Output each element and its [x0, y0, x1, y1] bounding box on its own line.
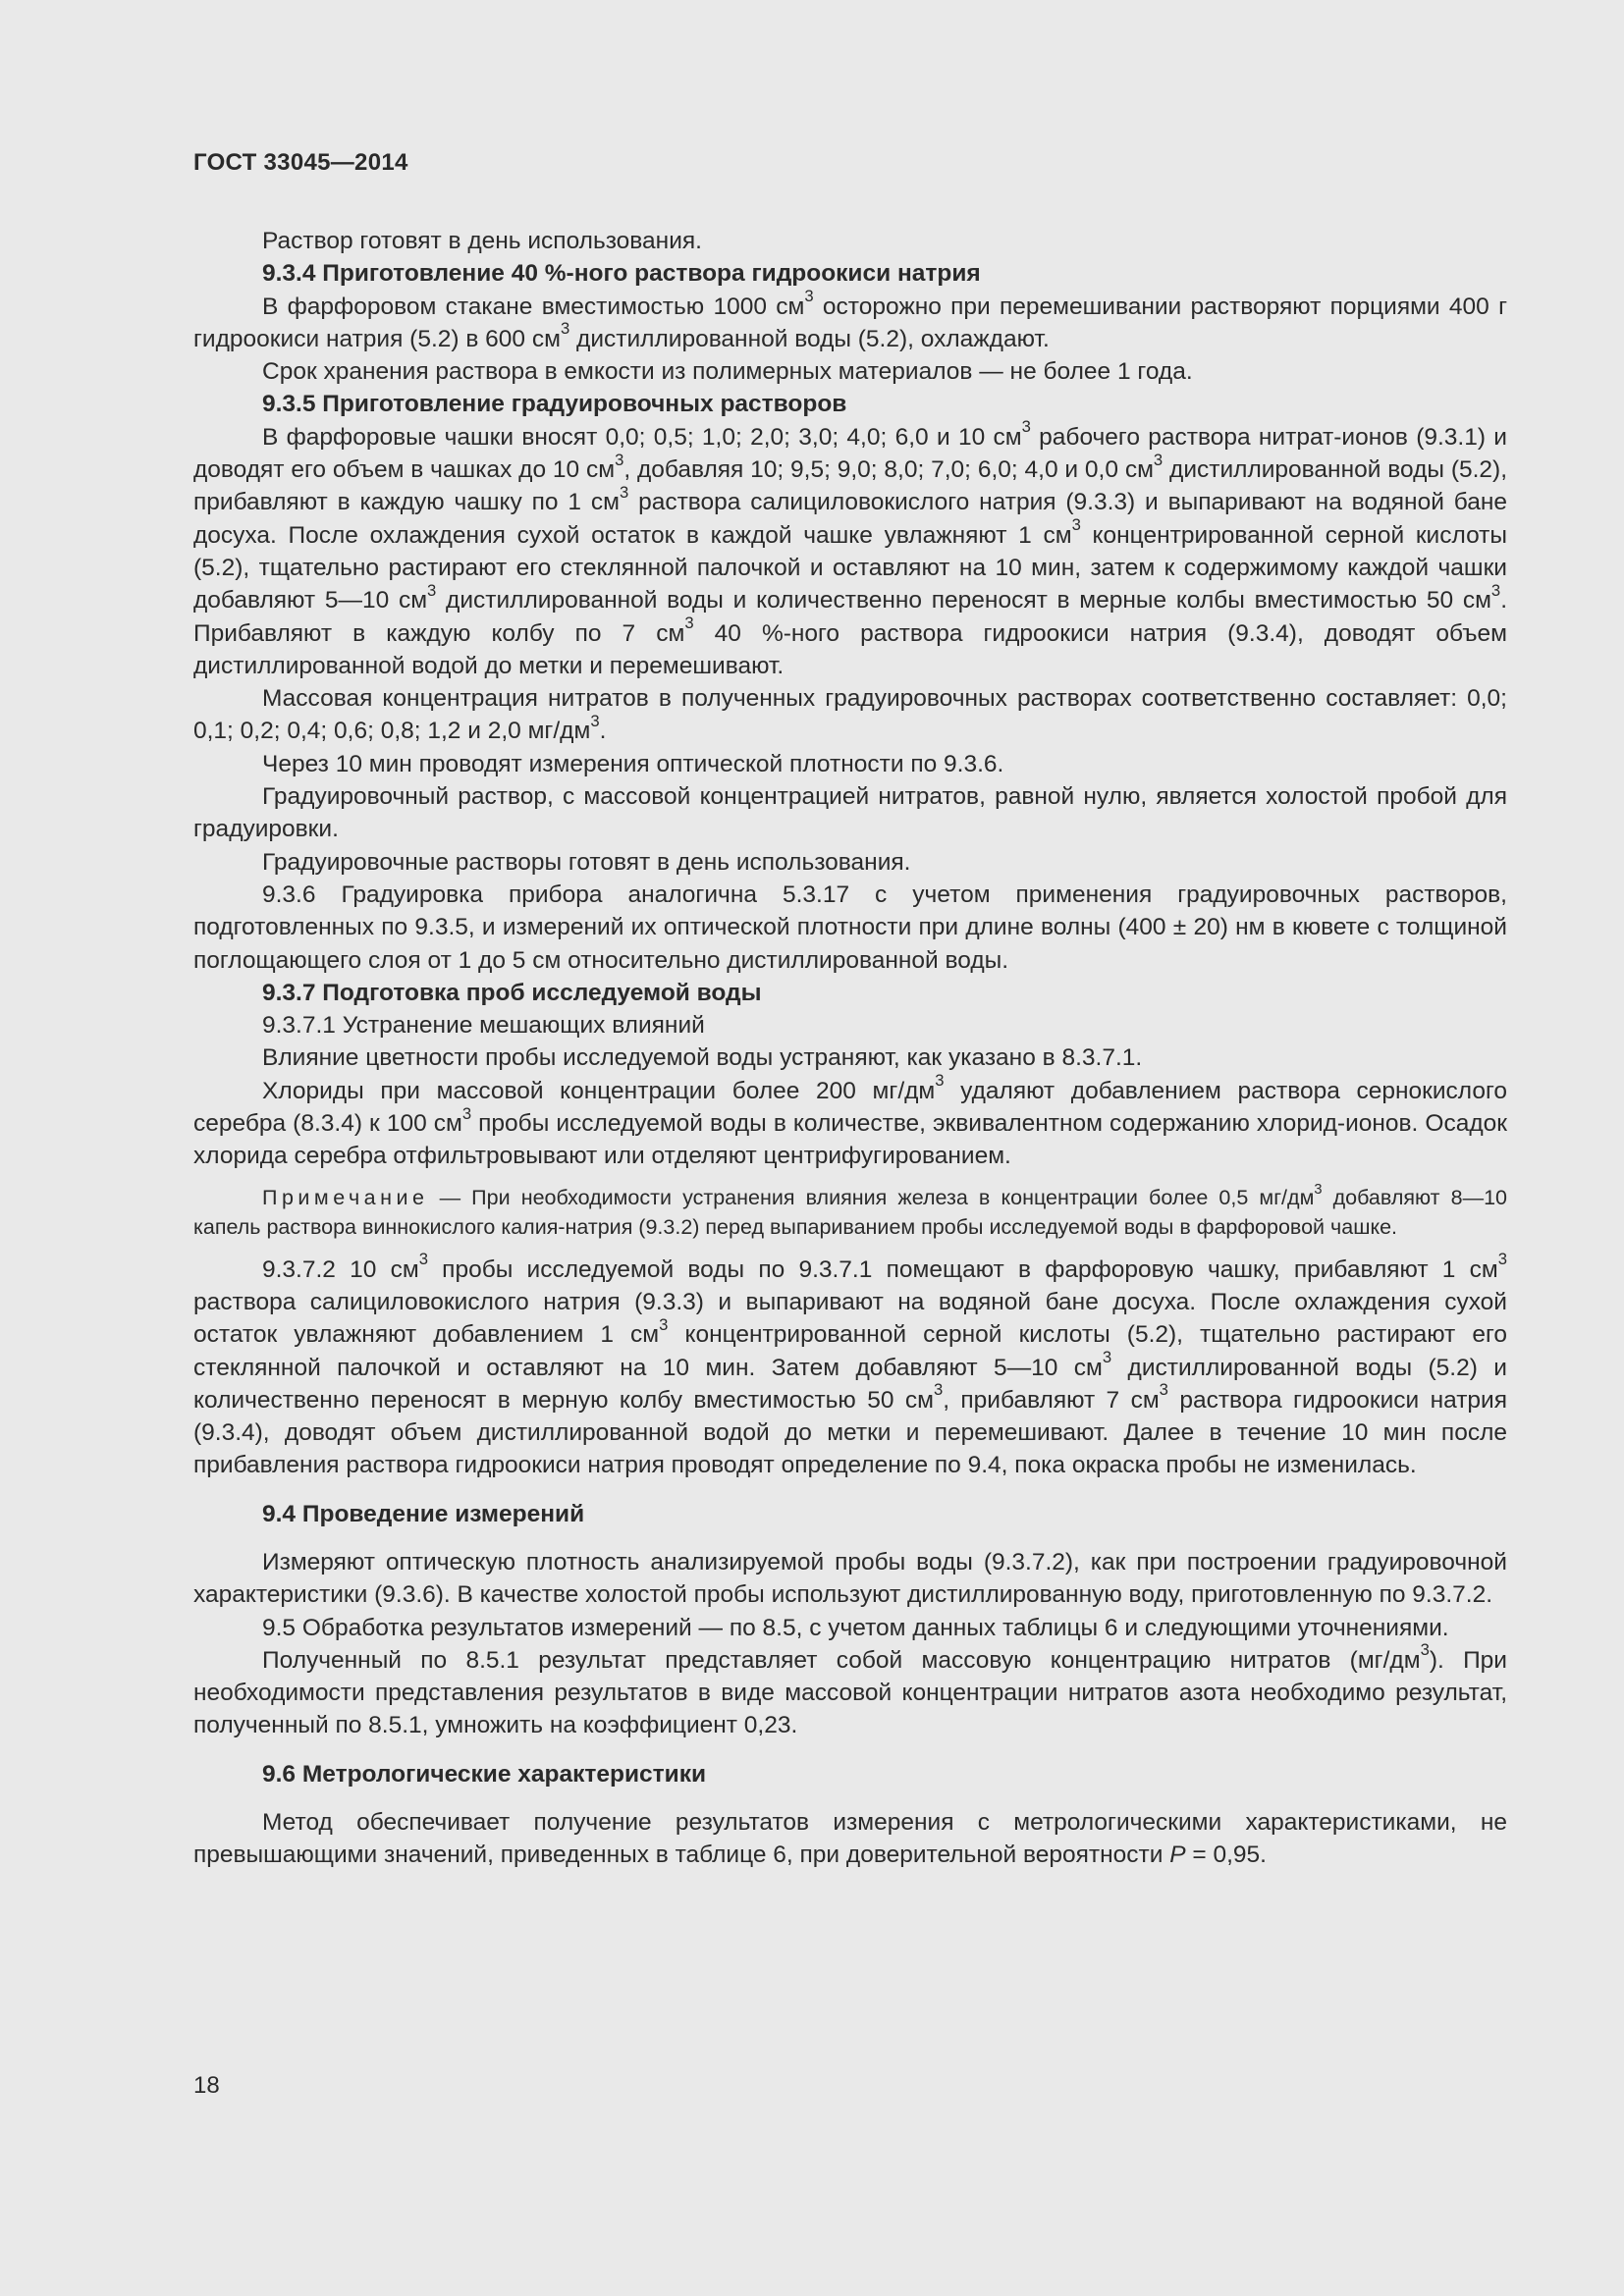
text-run: раствора гидроокиси натрия (9.3.4), доводят объем дистиллированной водой до метки и перемешивают. Далее в течение 10 мин после прибавления раствора гидроокиси натрия проводят определение по 9.4, пока окраска пробы не изменилась.: [193, 1386, 1508, 1479]
text-run: Градуировочный раствор, с массовой концентрацией нитратов, равной нулю, является холостой пробой для градуировки.: [193, 783, 1507, 843]
text-run: Влияние цветности пробы исследуемой воды устраняют, как указано в 8.3.7.1.: [262, 1044, 1143, 1072]
text-run: .: [599, 718, 607, 745]
note: [193, 1183, 1507, 1242]
superscript: 3: [1153, 450, 1164, 469]
superscript: 3: [1102, 1348, 1112, 1367]
paragraph: [193, 1071, 1507, 1173]
paragraph: [193, 1009, 1507, 1041]
text-run: дистиллированной воды (5.2), охлаждают.: [569, 325, 1050, 352]
section-heading: [193, 388, 1507, 420]
paragraph: [193, 846, 1507, 879]
section-heading: [193, 257, 1507, 290]
italic-symbol: P: [1169, 1842, 1186, 1869]
text-run: 9.3.6 Градуировка прибора аналогична 5.3.17 с учетом применения градуировочных растворов, подготовленных по 9.3.5, и измерений их оптической плотности при длине волны (400 ± 20) нм в кювете с толщиной поглощающего слоя от 1 до 5 см относительно дистиллированной воды.: [193, 881, 1507, 974]
text-run: Массовая концентрация нитратов в полученных градуировочных растворах соответственно составляет: 0,0; 0,1; 0,2; 0,4; 0,6; 0,8; 1,2 и 2,0 мг/дм: [193, 685, 1507, 745]
document-body: [193, 225, 1507, 1872]
text-run: 9.3.7.2 10 см: [262, 1255, 419, 1283]
paragraph: [193, 1612, 1507, 1644]
paragraph: [193, 1546, 1507, 1612]
text-run: Хлориды при массовой концентрации более 200 мг/дм: [262, 1077, 936, 1104]
superscript: 3: [933, 1380, 944, 1400]
paragraph: [193, 682, 1507, 748]
text-run: 9.3.5 Приготовление градуировочных растворов: [262, 391, 847, 418]
paragraph: [193, 355, 1507, 388]
superscript: 3: [590, 711, 600, 730]
superscript: 3: [619, 482, 629, 502]
paragraph: [193, 287, 1507, 356]
superscript: 3: [659, 1314, 669, 1334]
text-run: концентрированной серной кислоты (5.2), тщательно растирают его стеклянной палочкой и оставляют на 10 мин. Затем добавляют 5—10 см: [193, 1321, 1507, 1381]
superscript: 3: [1314, 1181, 1323, 1198]
text-run: дистиллированной воды и количественно переносят в мерные колбы вместимостью 50 см: [436, 587, 1491, 614]
text-run: Через 10 мин проводят измерения оптической плотности по 9.3.6.: [262, 750, 1004, 777]
superscript: 3: [427, 580, 437, 600]
superscript: 3: [1490, 580, 1501, 600]
paragraph: [193, 748, 1507, 780]
text-run: 9.3.7 Подготовка проб исследуемой воды: [262, 979, 762, 1006]
text-run: 9.4 Проведение измерений: [262, 1500, 585, 1527]
superscript: 3: [935, 1071, 945, 1091]
text-run: . Прибавляют в каждую колбу по 7 см: [193, 587, 1507, 647]
text-run: ). При необходимости представления результатов в виде массовой концентрации нитратов азота необходимо результат, полученный по 8.5.1, умножить на коэффициент 0,23.: [193, 1646, 1507, 1739]
text-run: удаляют добавлением раствора сернокислого серебра (8.3.4) к 100 см: [193, 1077, 1507, 1138]
text-run: добавляют 8—10 капель раствора виннокислого калия-натрия (9.3.2) перед выпариванием пробы исследуемой воды в фарфоровой чашке.: [193, 1185, 1507, 1239]
text-run: 9.5 Обработка результатов измерений — по 8.5, с учетом данных таблицы 6 и следующими уточнениями.: [262, 1614, 1449, 1641]
text-run: дистиллированной воды (5.2) и количественно переносят в мерную колбу вместимостью 50 см: [193, 1354, 1507, 1414]
section-heading: [193, 1498, 1507, 1530]
text-run: осторожно при перемешивании растворяют порциями 400 г гидроокиси натрия (5.2) в 600 см: [193, 293, 1507, 352]
text-run: Срок хранения раствора в емкости из полимерных материалов — не более 1 года.: [262, 358, 1193, 386]
superscript: 3: [1420, 1640, 1430, 1660]
superscript: 3: [1021, 417, 1031, 437]
paragraph: [193, 1806, 1507, 1872]
superscript: 3: [615, 450, 624, 469]
superscript: 3: [1159, 1380, 1168, 1400]
superscript: 3: [1497, 1250, 1507, 1269]
paragraph: [193, 879, 1507, 977]
paragraph: [193, 225, 1507, 257]
text-run: 9.6 Метрологические характеристики: [262, 1760, 707, 1788]
paragraph: [193, 1041, 1507, 1074]
note-label: Примечание: [262, 1185, 429, 1209]
page-number: 18: [193, 2072, 220, 2099]
text-run: 40 %-ного раствора гидроокиси натрия (9.3.4), доводят объем дистиллированной водой до метки и перемешивают.: [193, 619, 1508, 679]
superscript: 3: [804, 287, 814, 306]
text-run: , добавляя 10; 9,5; 9,0; 8,0; 7,0; 6,0; 4,0 и 0,0 см: [623, 456, 1154, 484]
text-run: , прибавляют 7 см: [943, 1386, 1160, 1414]
paragraph: [193, 417, 1508, 682]
text-run: — При необходимости устранения влияния железа в концентрации более 0,5 мг/дм: [428, 1185, 1315, 1209]
paragraph: [193, 1640, 1507, 1742]
paragraph: [193, 1250, 1508, 1482]
superscript: 3: [560, 319, 570, 339]
superscript: 3: [1071, 515, 1081, 535]
superscript: 3: [684, 614, 694, 633]
text-run: Полученный по 8.5.1 результат представляет собой массовую концентрацию нитратов (мг/дм: [262, 1646, 1421, 1674]
section-heading: [193, 1758, 1507, 1790]
text-run: Метод обеспечивает получение результатов измерения с метрологическими характеристиками, не превышающими значений, приведенных в таблице 6, при доверительной вероятности: [193, 1809, 1507, 1869]
text-run: В фарфоровые чашки вносят 0,0; 0,5; 1,0; 2,0; 3,0; 4,0; 6,0 и 10 см: [262, 423, 1022, 451]
text-run: раствора салициловокислого натрия (9.3.3) и выпаривают на водяной бане досуха. После охлаждения сухой остаток в каждой чашке увлажняют 1 см: [193, 489, 1508, 549]
text-run: Градуировочные растворы готовят в день использования.: [262, 848, 911, 876]
text-run: Измеряют оптическую плотность анализируемой пробы воды (9.3.7.2), как при построении градуировочной характеристики (9.3.6). В качестве холостой пробы используют дистиллированную воду, приготовленную по 9.3.7.2.: [193, 1548, 1507, 1609]
text-run: раствора салициловокислого натрия (9.3.3) и выпаривают на водяной бане досуха. После охлаждения сухой остаток увлажняют добавлением 1 см: [193, 1288, 1507, 1349]
text-run: дистиллированной воды (5.2), прибавляют в каждую чашку по 1 см: [193, 456, 1508, 516]
text-run: Раствор готовят в день использования.: [262, 228, 702, 254]
text-run: В фарфоровом стакане вместимостью 1000 см: [262, 293, 805, 320]
text-run: пробы исследуемой воды по 9.3.7.1 помещают в фарфоровую чашку, прибавляют 1 см: [427, 1255, 1498, 1283]
text-run: = 0,95.: [1185, 1842, 1267, 1869]
superscript: 3: [461, 1103, 472, 1123]
text-run: 9.3.7.1 Устранение мешающих влияний: [262, 1012, 705, 1040]
text-run: концентрированной серной кислоты (5.2), тщательно растирают его стеклянной палочкой и оставляют на 10 мин, затем к содержимому каждой чашки добавляют 5—10 см: [193, 521, 1507, 614]
section-heading: [193, 977, 1507, 1009]
text-run: 9.3.4 Приготовление 40 %-ного раствора гидроокиси натрия: [262, 260, 981, 288]
superscript: 3: [418, 1250, 428, 1269]
paragraph: [193, 780, 1507, 846]
text-run: рабочего раствора нитрат-ионов (9.3.1) и доводят его объем в чашках до 10 см: [193, 423, 1507, 484]
text-run: пробы исследуемой воды в количестве, эквивалентном содержанию хлорид-ионов. Осадок хлорида серебра отфильтровывают или отделяют центрифугированием.: [193, 1110, 1507, 1170]
standard-header: ГОСТ 33045—2014: [193, 149, 408, 176]
